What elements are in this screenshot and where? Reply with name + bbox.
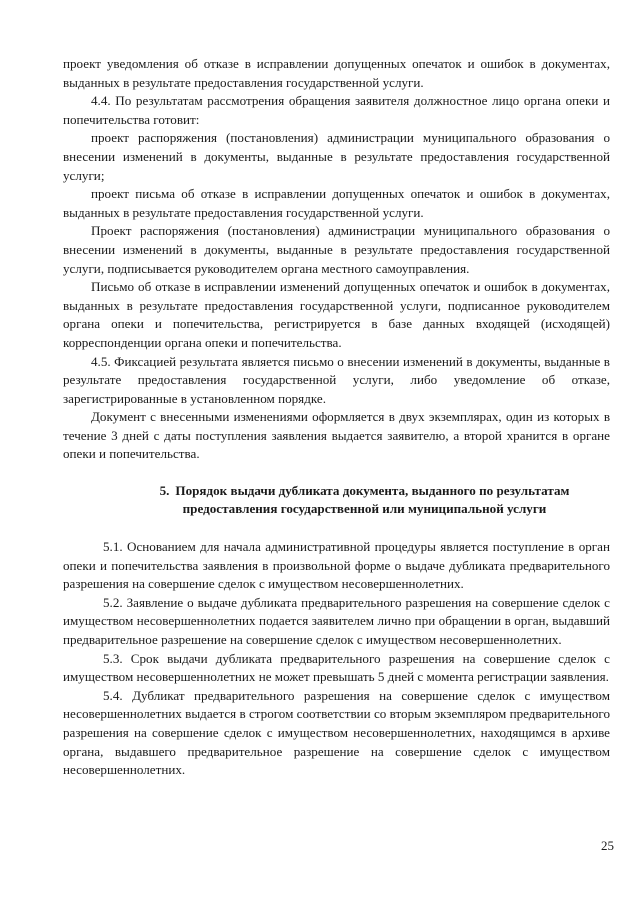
paragraph: проект распоряжения (постановления) администрации муниципального образования о внесении изменений в документы, выданные в результате предоставления государственной услуги; xyxy=(63,130,610,183)
paragraph: 5.2. Заявление о выдаче дубликата предварительного разрешения на совершение сделок с имуществом несовершеннолетних подается заявителем лично при обращении в орган, выдавший предварительное разрешение на совершение сделок с имуществом несовершеннолетних. xyxy=(63,594,610,648)
page-number: 25 xyxy=(601,838,614,853)
paragraph: Документ с внесенными изменениями оформляется в двух экземплярах, один из которых в течение 3 дней с даты поступления заявления выдается заявителю, а второй хранится в органе опеки и попечительства. xyxy=(63,409,610,462)
paragraph: 5.3. Срок выдачи дубликата предварительного разрешения на совершение сделок с имуществом несовершеннолетних не может превышать 5 дней с момента регистрации заявления. xyxy=(63,650,610,685)
section-heading xyxy=(63,482,610,518)
paragraph: 5.1. Основанием для начала административной процедуры является поступление в орган опеки и попечительства заявления в произвольной форме о выдаче дубликата предварительного разрешения на совершение сделок с имуществом несовершеннолетних. xyxy=(63,539,610,592)
document-page xyxy=(63,55,610,780)
paragraph: 4.5. Фиксацией результата является письмо о внесении изменений в документы, выданные в результате предоставления государственной услуги, либо уведомление об отказе, зарегистрированные в установленном порядке. xyxy=(63,353,610,406)
paragraph: 4.4. По результатам рассмотрения обращения заявителя должностное лицо органа опеки и попечительства готовит: xyxy=(63,93,610,127)
paragraph: 5.4. Дубликат предварительного разрешения на совершение сделок с имуществом несовершеннолетних выдается в строгом соответствии со вторым экземпляром предварительного разрешения на совершение сделок с имуществом несовершеннолетних, находящимся в архиве органа, выдавшего предварительное разрешение на совершение сделок с имуществом несовершеннолетних. xyxy=(63,687,610,778)
paragraph: Письмо об отказе в исправлении изменений допущенных опечаток и ошибок в документах, выданных в результате предоставления государственной услуги, подписанное руководителем органа опеки и попечительства, регистрируется в базе данных входящей (исходящей) корреспонденции органа опеки и попечительства. xyxy=(63,279,610,350)
section-title: Порядок выдачи дубликата документа, выданного по результатам предоставления государственной или муниципальной услуги xyxy=(175,483,570,517)
paragraph: проект письма об отказе в исправлении допущенных опечаток и ошибок в документах, выданных в результате предоставления государственной услуги. xyxy=(63,186,610,220)
paragraph: Проект распоряжения (постановления) администрации муниципального образования о внесении изменений в документы, выданные в результате предоставления государственной услуги, подписывается руководителем органа местного самоуправления. xyxy=(63,223,610,276)
paragraph: проект уведомления об отказе в исправлении допущенных опечаток и ошибок в документах, выданных в результате предоставления государственной услуги. xyxy=(63,56,610,90)
section-number: 5. xyxy=(159,483,170,499)
